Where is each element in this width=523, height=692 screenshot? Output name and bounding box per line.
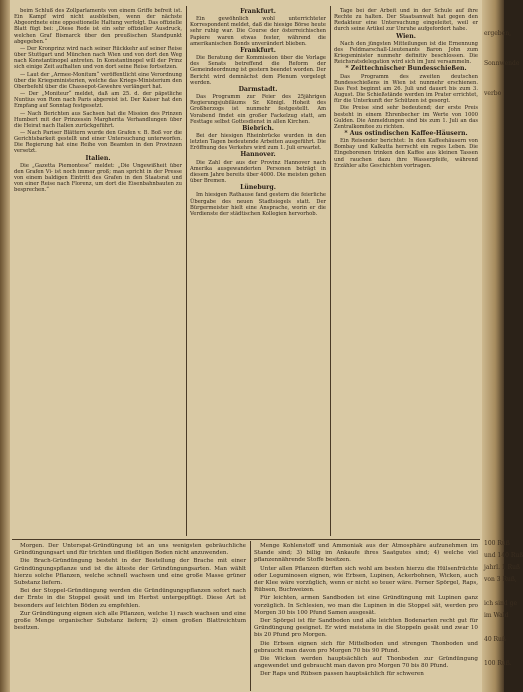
edge-text: 100 Ruß. xyxy=(484,660,512,667)
paragraph: Das Programm zur Feier des 25jährigen Regierungsjubiläums Sr. Königl. Hoheit des Großherzogs ist nunmehr festgestellt. Am Vorabend findet ein großer Fackelzug statt, am Festtage selbst Gottesdienst in allen Kirchen. xyxy=(190,94,326,125)
paragraph: Bei der hiesigen Rheinbrücke wurden in den letzten Tagen bedeutende Arbeiten ausgeführt. Die Eröffnung des Verkehrs wird zum 1. Juli erwartet. xyxy=(190,132,326,152)
column-left xyxy=(14,8,182,538)
paragraph: Die „Gazetta Piemontese“ meldet: „Die Ungewißheit über den Grafen Vi- ist noch immer groß; man spricht in der Presse von einem baldigen Eintritt des Grafen in den Staatsrat und von einer Reise nach Florenz, um dort die Eisenbahnbauten zu besprechen.“ xyxy=(14,162,182,194)
paragraph: Ein Reisender berichtet: In den Kaffeehäusern von Bombay und Kalkutta herrscht ein reges Leben. Die Eingeborenen trinken den Kaffee aus kleinen Tassen und rauchen dazu ihre Wasserpfeife, während Erzähler alte Geschichten vortragen. xyxy=(334,138,478,169)
section-heading: Italien. xyxy=(85,154,111,162)
column-right xyxy=(334,8,478,538)
section-heading: * Zeittechnischer Bundesschießen. xyxy=(345,65,467,73)
paragraph: Das Programm des zweiten deutschen Bundesschießens in Wien ist nunmehr erschienen. Das Fest beginnt am 26. Juli und dauert bis zum 3. August. Die Schießstände werden im Prater errichtet, für die Unterkunft der Schützen ist gesorgt. xyxy=(334,73,478,105)
dateline-heading: Darmstadt. xyxy=(238,85,278,93)
paragraph: Ein gewöhnlich wohl unterrichteter Korrespondent meldet, daß die hiesige Börse heute sehr ruhig war. Die Course der österreichischen Papiere waren etwas fester, während die amerikanischen Bonds unverändert blieben. xyxy=(190,16,326,47)
column-rule-2 xyxy=(330,6,331,536)
edge-text: im Wald xyxy=(484,612,509,619)
paragraph: Der Spörgel ist für Sandboden und alle leichten Bodenarten recht gut für Gründüngung geeignet. Er wird meistens in die Stoppeln gesät und zwar 10 bis 20 Pfund pro Morgen. xyxy=(254,618,478,639)
edge-text: und 140 Ruß xyxy=(484,552,523,559)
paragraph: Die Erbsen eignen sich für Mittelboden und strengen Thonboden und gebraucht man davon pro Morgen 70 bis 90 Pfund. xyxy=(254,640,478,654)
section-rule xyxy=(12,539,480,540)
paragraph: Zur Gründüngung eignen sich alle Pflanzen, welche 1) rasch wachsen und eine große Menge organischer Substanz liefern; 2) einen großen Blattreichtum besitzen. xyxy=(14,610,246,632)
adjacent-page-edge xyxy=(482,0,523,692)
paragraph: Unter allen Pflanzen dürften sich wohl am besten hierzu die Hülsenfrüchte oder Leguminosen eignen, wie Erbsen, Lupinen, Ackerbohnen, Wicken, auch der Klee wäre vorzüglich, wenn er nicht so teuer wäre. Ferner Spörgel, Raps, Rübsen, Buchweizen. xyxy=(254,565,478,594)
paragraph: — Nach Berichten aus Sachsen hat die Mission des Prinzen Humbert mit der Prinzessin Margherita Verhandlungen über die Heirat nach Italien zurückgeführt. xyxy=(14,110,182,129)
paragraph: — Nach Pariser Blättern wurde den Grafen v. B. Boß vor die Gerichtsbarkeit gestellt und einer Untersuchung unterworfen. Die Regierung hat eine Reihe von Beamten in den Provinzen versetzt. xyxy=(14,129,182,155)
feuilleton-left xyxy=(14,543,246,691)
edge-text: jahrl. 1 Ruß xyxy=(484,564,521,571)
paragraph: Bei der Stoppel-Gründüngung werden die Gründüngungspflanzen sofort nach der Ernte in die Stoppel gesät und im Herbst untergepflügt. Diese Art ist besonders auf leichten Böden zu empfehlen. xyxy=(14,588,246,609)
edge-text: 100 Ruß xyxy=(484,540,510,547)
paragraph: Die Zahl der aus der Provinz Hannover nach Amerika ausgewanderten Personen beträgt in diesem Jahre bereits über 4000. Die meisten gehen über Bremen. xyxy=(190,159,326,185)
paragraph: Für leichten, armen Sandboden ist eine Gründüngung mit Lupinen ganz vorzüglich. In Schlesien, wo man die Lupinen in die Stoppel sät, werden pro Morgen 30 bis 100 Pfund Samen ausgesät. xyxy=(254,595,478,616)
dateline-heading: Wien. xyxy=(396,32,416,40)
edge-text: ergeben, xyxy=(484,30,511,37)
dateline-heading: Frankfurt. xyxy=(240,8,276,15)
paragraph: Tage bei der Arbeit und in der Schule auf ihre Rechte zu halten. Der Staatsanwalt hat gegen den Redakteur eine Untersuchung eingeleitet, weil er durch seine Artikel zur Unruhe aufgefordert habe. xyxy=(334,8,478,33)
section-heading: * Aus ostindischen Kaffee-Häusern. xyxy=(344,129,468,137)
edge-text: ich sind ge xyxy=(484,600,518,607)
paragraph: Menge Kohlenstoff und Ammoniak aus der Atmosphäre aufzunehmen im Stande sind; 3) billig im Ankaufe ihres Saatgutes sind; 4) welche viel pflanzennährende Stoffe besitzen. xyxy=(254,543,478,564)
dateline-heading: Lüneburg. xyxy=(240,184,276,192)
bottom-column-rule xyxy=(250,541,251,691)
dateline-heading: Frankfurt. xyxy=(240,46,276,54)
dateline-heading: Biebrich. xyxy=(242,124,274,132)
paragraph: Die Wicken werden hauptsächlich auf Thonboden zur Gründüngung angewendet und gebraucht man davon pro Morgen 70 bis 80 Pfund. xyxy=(254,656,478,670)
paragraph: Im hiesigen Rathause fand gestern die feierliche Übergabe des neuen Stadtsiegels statt. Der Bürgermeister hielt eine Ansprache, worin er die Verdienste der städtischen Kollegien hervorhob. xyxy=(190,192,326,217)
paragraph: beim Schluß des Zollparlaments von einem Griffe befreit ist. Ein Kampf wird nicht ausbleiben, wenn der nächste Abgeordnete eine oppositionelle Haltung verfolgt. Das offizielle Blatt fügt bei: „Diese Rede ist ein sehr offizieller Ausdruck, welchen Graf Bismarck über den preußischen Standpunkt abgegeben.“ xyxy=(14,8,182,45)
dateline-heading: Hannover. xyxy=(240,151,276,159)
edge-text: verbo xyxy=(484,90,502,97)
paragraph: Nach den jüngsten Mitteilungen ist die Ernennung des Feldmarschall-Lieutenants Baron John zum Kriegsminister nunmehr definitiv beschlossen. Die Reichsratsdelegation wird sich im Juni versammeln. xyxy=(334,40,478,66)
column-middle xyxy=(190,8,326,538)
edge-text: Sonnwende xyxy=(484,60,520,67)
edge-text: von 3 Ruß, xyxy=(484,576,517,583)
paragraph: — Der „Moniteur“ meldet, daß am 25. d. der päpstliche Nuntius von Rom nach Paris abgereist ist. Der Kaiser hat den Empfang auf Sonntag festgesetzt. xyxy=(14,91,182,110)
feuilleton-right xyxy=(254,543,478,691)
paragraph: Die Beratung der Kommission über die Vorlage des Senats betreffend die Reform der Gemeindeordnung ist gestern beendet worden. Der Bericht wird demnächst dem Plenum vorgelegt werden. xyxy=(190,55,326,86)
paragraph: — Der Kronprinz wird nach seiner Rückkehr auf seiner Reise über Stuttgart und München nach Wien und von dort den Weg nach Konstantinopel antreten. In Konstantinopel will der Prinz sich einige Zeit aufhalten und von dort seine Reise fortsetzen. xyxy=(14,45,182,71)
paragraph: Der Raps und Rübsen passen hauptsächlich für schweren xyxy=(260,671,424,678)
column-rule-1 xyxy=(186,6,187,536)
paragraph: Morgen. Der Unterspat-Gründüngung ist an uns wenigsten gebräuchliche Gründüngungsart und für trichten und fließtigen Boden nicht anzuwenden. xyxy=(14,543,246,557)
paragraph: — Laut der „Armee-Monitum“ veröffentlicht eine Verordnung über die Kriegsministerien, welche das Kriegs-Ministerium den Oberbefehl über die Chassepot-Gewehre verlängert hat. xyxy=(14,71,182,90)
paragraph: Die Brach-Gründüngung besteht in der Bestellung der Brache mit einer Gründüngungspflanze und ist die älteste der Gründüngungsarten. Man wählt hierzu solche Pflanzen, welche schnell wachsen und eine große Masse grüner Substanz liefern. xyxy=(14,558,246,587)
edge-text: 40 Ruß xyxy=(484,636,506,643)
paragraph: Die Preise sind sehr bedeutend; der erste Preis besteht in einem Ehrenbecher im Werte von 1000 Gulden. Die Anmeldungen sind bis zum 1. Juli an das Zentralkomitee zu richten. xyxy=(334,105,478,130)
